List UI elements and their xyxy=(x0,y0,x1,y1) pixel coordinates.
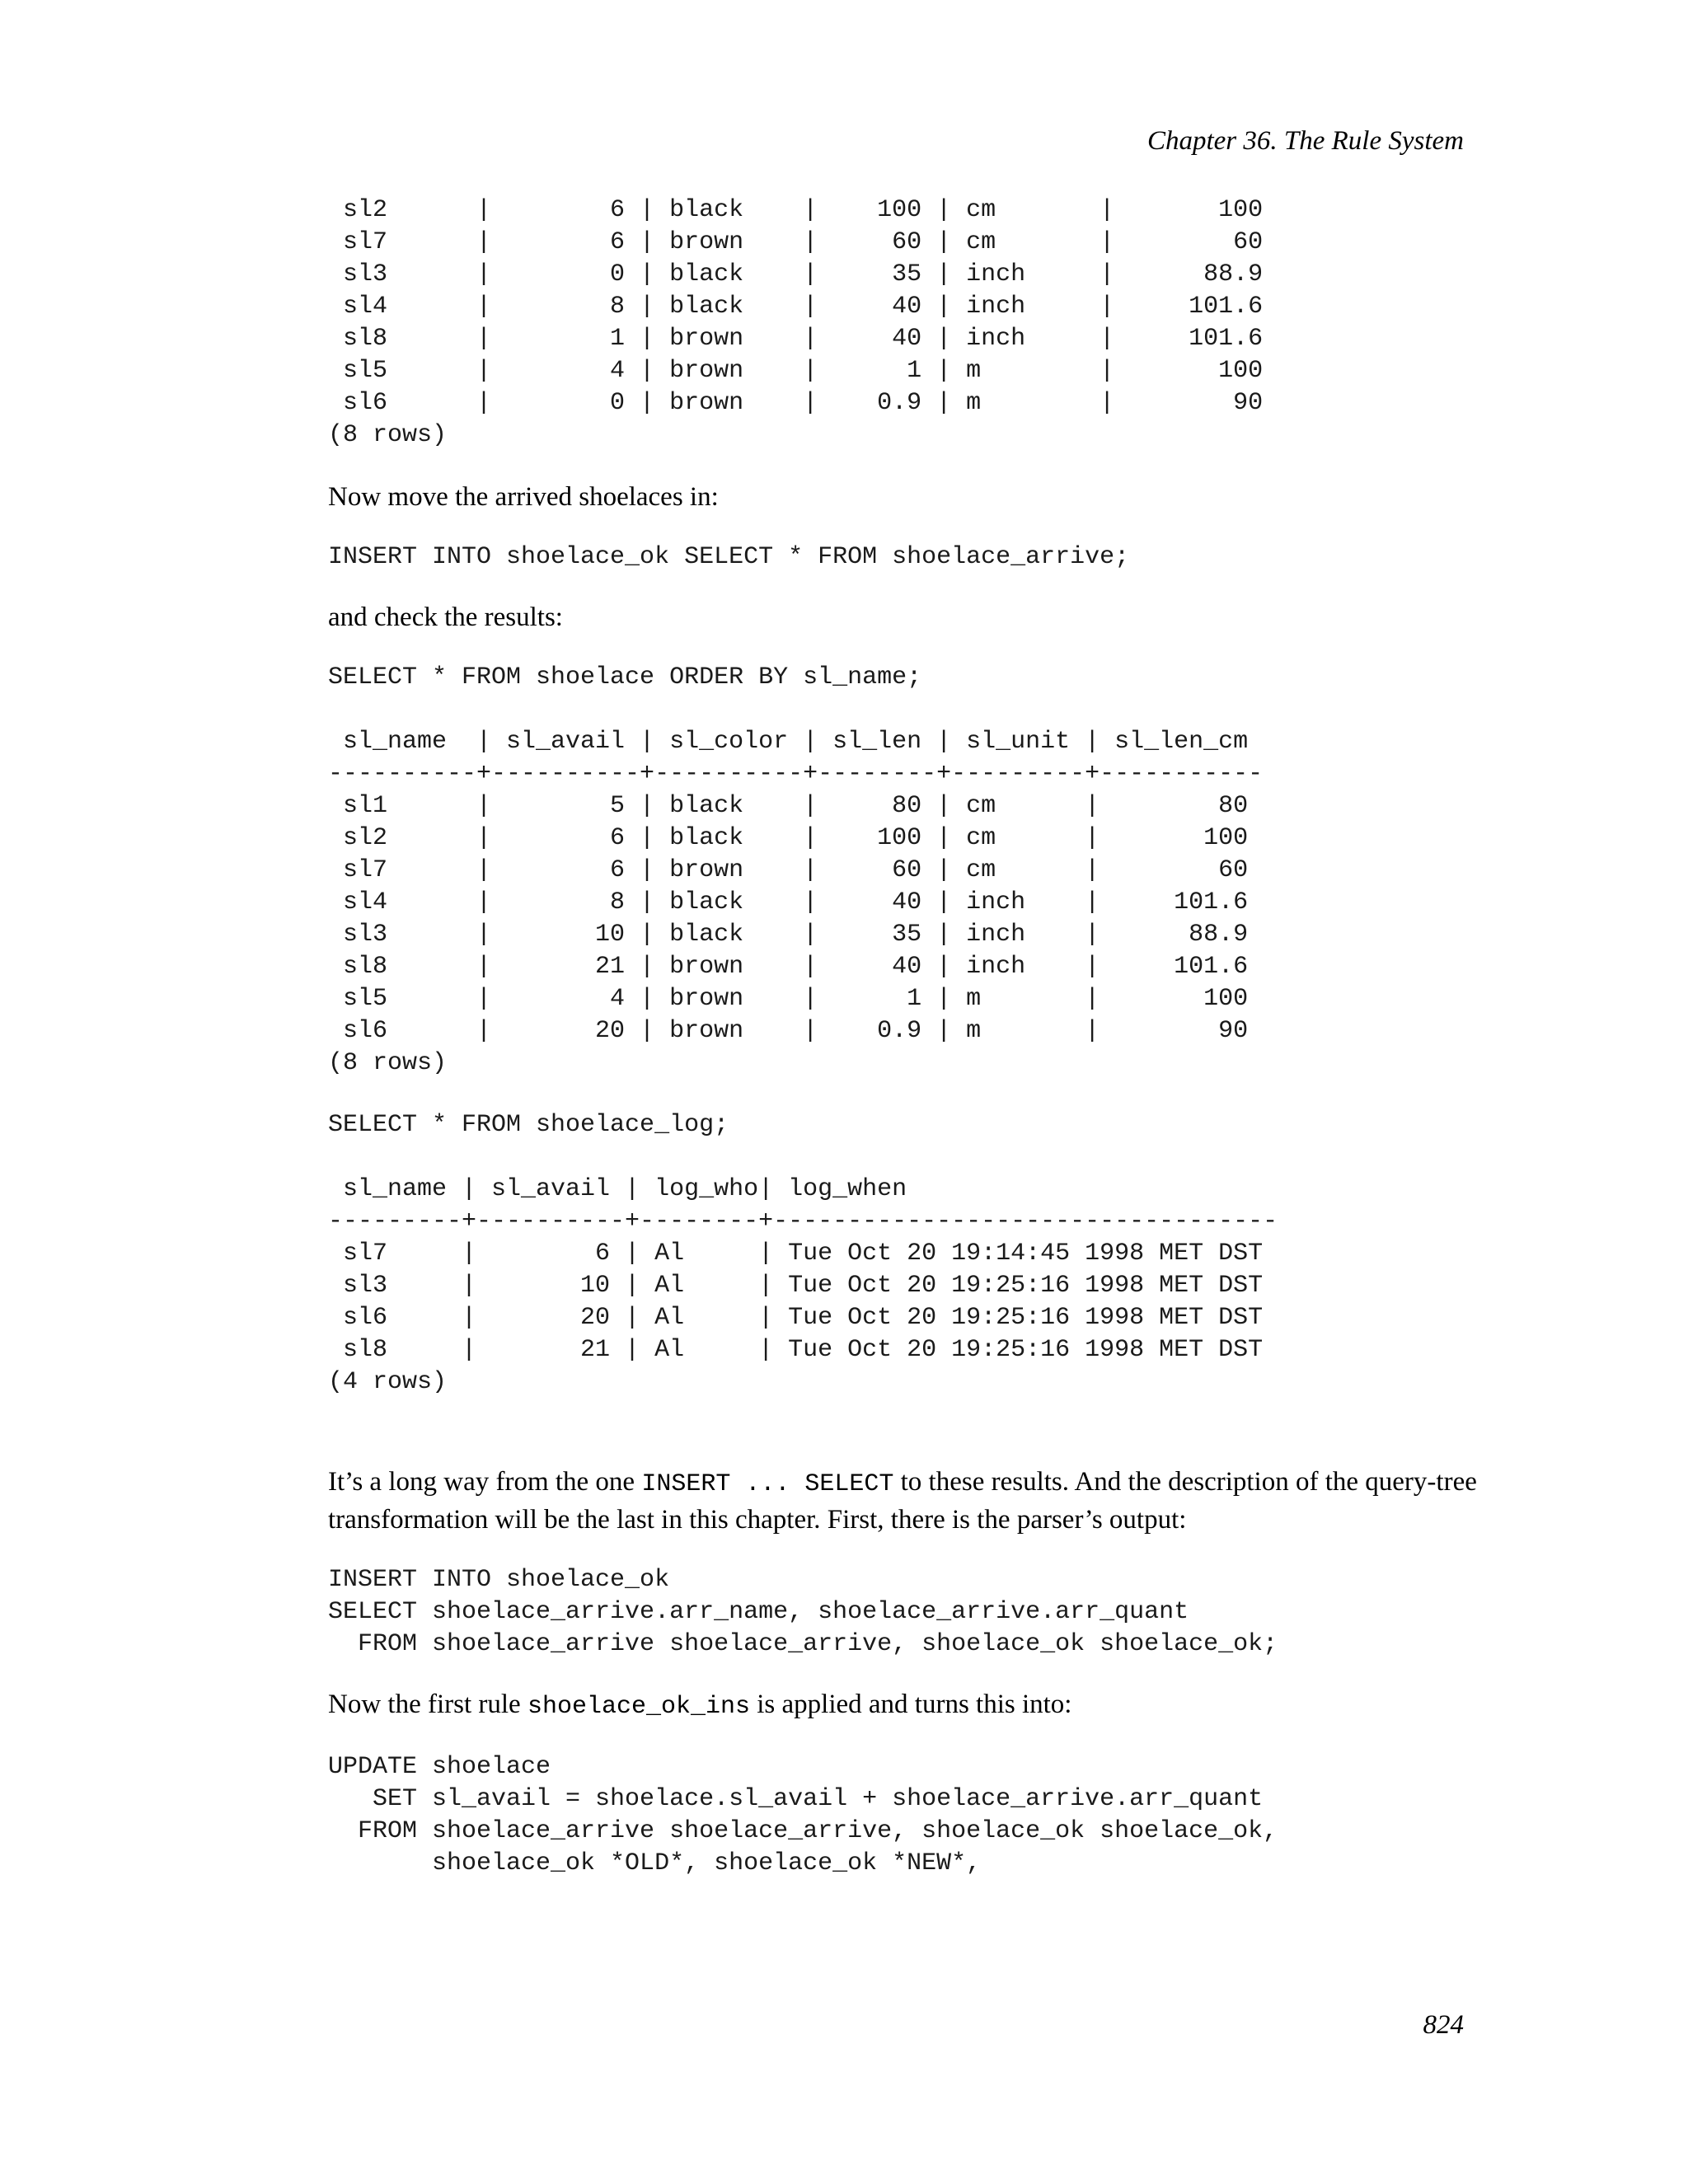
page-content xyxy=(328,194,1482,1880)
paragraph-move-in: Now move the arrived shoelaces in: xyxy=(328,482,719,512)
select-log-output: SELECT * FROM shoelace_log; sl_name | sl_avail | log_who| log_when ---------+----------+--------+---------------------------------- sl7 | 6 | Al | Tue Oct 20 19:14:45 1998 MET DST sl3 | 10 | Al | Tue Oct 20 19:25:16 1998 MET DST sl6 | 20 | Al | Tue Oct 20 19:25:16 1998 MET DST sl8 | 21 | Al | Tue Oct 20 19:25:16 1998 MET DST (4 rows) xyxy=(328,1111,1278,1396)
paragraph-first-rule-text-2: is applied and turns this into: xyxy=(750,1690,1072,1719)
paragraph-long-way-line2: transformation will be the last in this chapter. First, there is the parser’s output: xyxy=(328,1505,1187,1535)
paragraph-long-way-text-1: It’s a long way from the one xyxy=(328,1467,642,1497)
running-header: Chapter 36. The Rule System xyxy=(1146,126,1464,156)
page-number: 824 xyxy=(1423,2010,1464,2040)
insert-statement: INSERT INTO shoelace_ok SELECT * FROM shoelace_arrive; xyxy=(328,543,1130,571)
paragraph-long-way xyxy=(328,1465,1482,1502)
paragraph-check-results: and check the results: xyxy=(328,602,563,632)
update-statement: UPDATE shoelace SET sl_avail = shoelace.sl_avail + shoelace_arrive.arr_quant FROM shoelace_arrive shoelace_arrive, shoelace_ok shoelace_ok, shoelace_ok *OLD*, shoelace_ok *NEW*, xyxy=(328,1753,1278,1877)
paragraph-first-rule-text-1: Now the first rule xyxy=(328,1690,528,1719)
paragraph-first-rule xyxy=(328,1687,1482,1725)
inline-code-rule-name: shoelace_ok_ins xyxy=(527,1693,750,1721)
select-shoelace-output: SELECT * FROM shoelace ORDER BY sl_name; sl_name | sl_avail | sl_color | sl_len | sl_unit | sl_len_cm ----------+----------+----------+--------+---------+----------- sl1 | 5 | black | 80 | cm | 80 sl2 | 6 | black | 100 | cm | 100 sl7 | 6 | brown | 60 | cm | 60 sl4 | 8 | black | 40 | inch | 101.6 sl3 | 10 | black | 35 | inch | 88.9 sl8 | 21 | brown | 40 | inch | 101.6 sl5 | 4 | brown | 1 | m | 100 sl6 | 20 | brown | 0.9 | m | 90 (8 rows) xyxy=(328,663,1264,1077)
paragraph-long-way-text-2: to these results. And the description of the query-tree xyxy=(893,1467,1477,1497)
table-continuation: sl2 | 6 | black | 100 | cm | 100 sl7 | 6 | brown | 60 | cm | 60 sl3 | 0 | black | 35 | inch | 88.9 sl4 | 8 | black | 40 | inch | 101.6 sl8 | 1 | brown | 40 | inch | 101.6 sl5 | 4 | brown | 1 | m | 100 sl6 | 0 | brown | 0.9 | m | 90 (8 rows) xyxy=(328,196,1264,449)
parser-output: INSERT INTO shoelace_ok SELECT shoelace_arrive.arr_name, shoelace_arrive.arr_quant FROM shoelace_arrive shoelace_arrive, shoelace_ok shoelace_ok; xyxy=(328,1566,1278,1658)
inline-code-insert-select: INSERT ... SELECT xyxy=(641,1470,894,1498)
